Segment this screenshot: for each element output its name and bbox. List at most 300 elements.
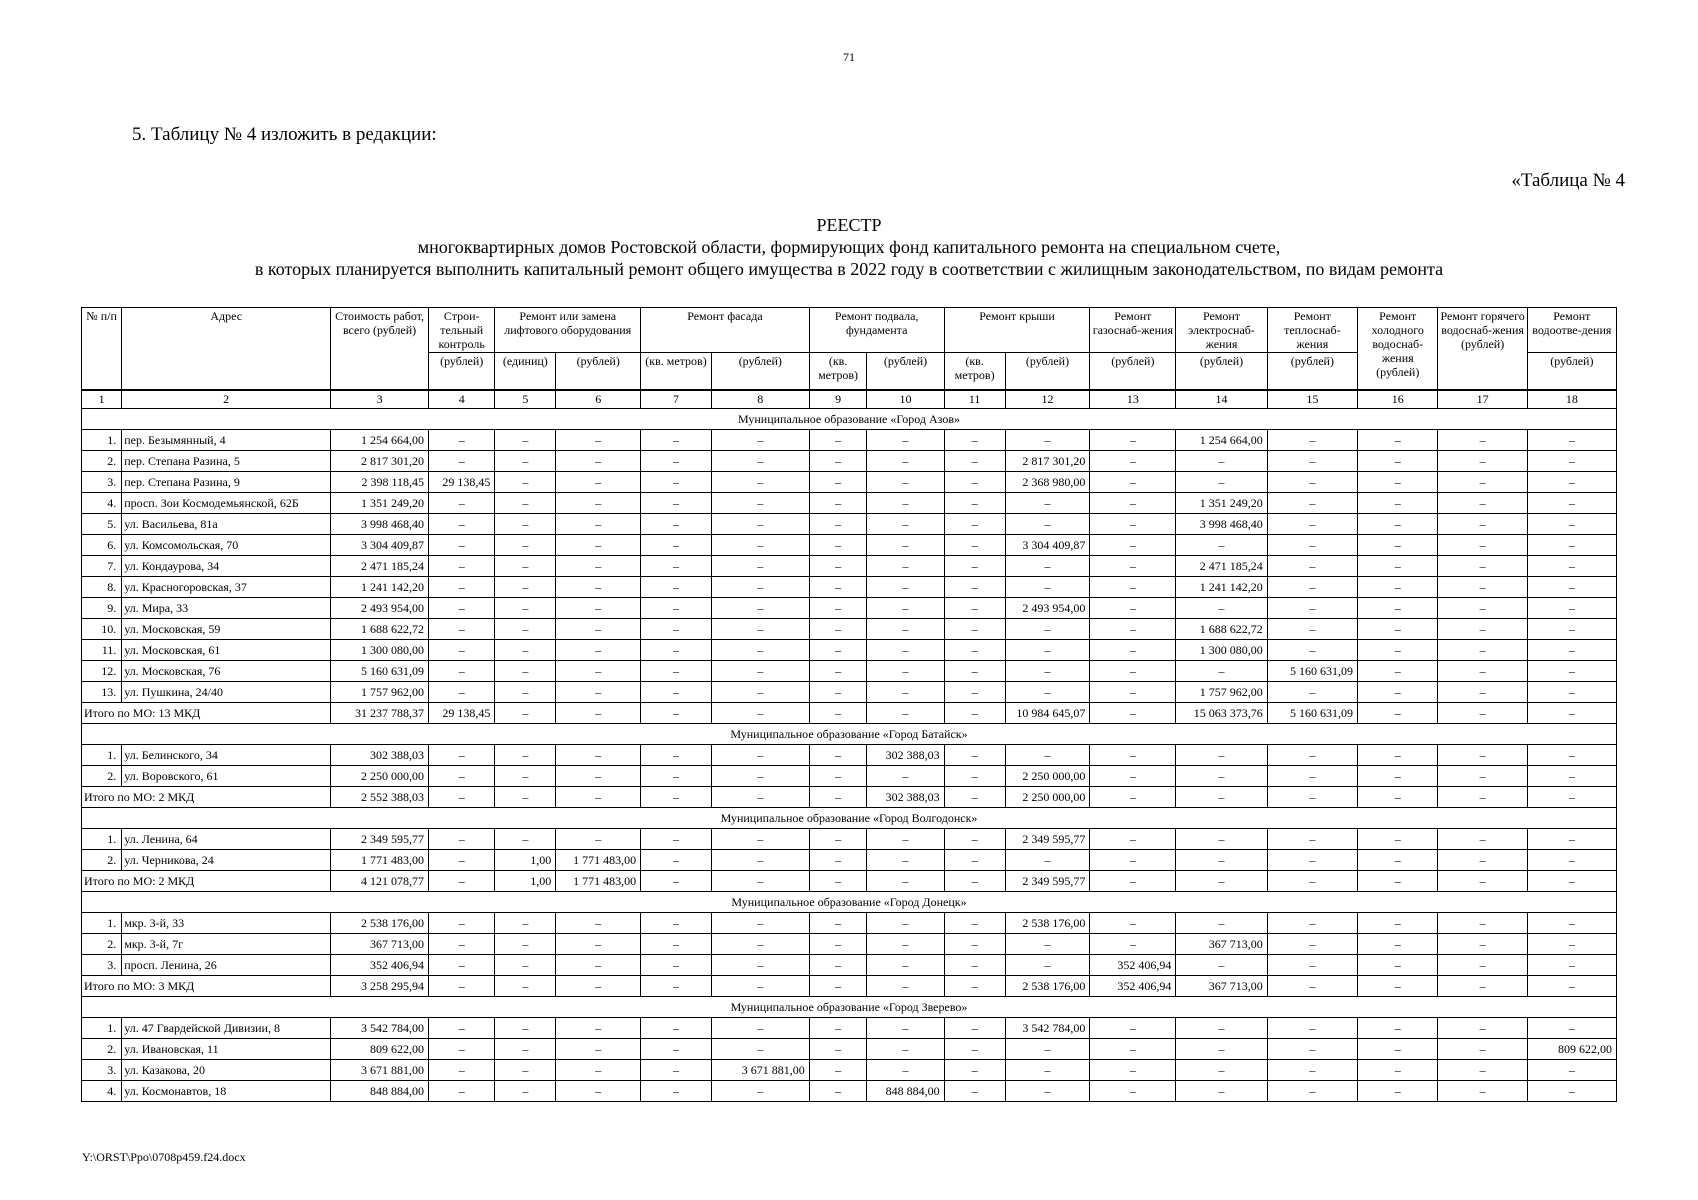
table-cell: 1. <box>82 913 122 934</box>
table-cell: – <box>1438 766 1527 787</box>
table-cell: – <box>495 934 556 955</box>
table-cell: – <box>641 472 712 493</box>
column-number: 14 <box>1176 390 1267 409</box>
table-cell: – <box>429 514 495 535</box>
total-cell: – <box>809 703 867 724</box>
address-cell: мкр. 3-й, 7г <box>122 934 331 955</box>
table-cell: – <box>1005 556 1090 577</box>
table-cell: – <box>867 1018 944 1039</box>
table-cell: – <box>1267 913 1357 934</box>
table-cell: – <box>711 934 809 955</box>
table-reference: «Таблица № 4 <box>1511 170 1625 191</box>
table-cell: – <box>809 430 867 451</box>
header-drain: Ремонт водоотве-дения <box>1527 308 1616 353</box>
table-cell: – <box>711 472 809 493</box>
table-cell: – <box>1357 1039 1438 1060</box>
table-row <box>82 598 1617 619</box>
table-cell: – <box>556 1060 641 1081</box>
table-cell: – <box>711 955 809 976</box>
table-cell: – <box>1438 661 1527 682</box>
table-cell: 9. <box>82 598 122 619</box>
header-lift: Ремонт или замена лифтового оборудования <box>495 308 641 353</box>
table-cell: – <box>1357 1060 1438 1081</box>
table-cell: – <box>867 535 944 556</box>
table-cell: – <box>429 493 495 514</box>
header-num: № п/п <box>82 308 122 391</box>
table-cell: – <box>556 577 641 598</box>
total-cell: 5 160 631,09 <box>1267 703 1357 724</box>
table-cell: 5 160 631,09 <box>331 661 429 682</box>
table-cell: – <box>495 661 556 682</box>
table-cell: – <box>1527 556 1616 577</box>
total-cell: – <box>1527 787 1616 808</box>
table-cell: – <box>495 766 556 787</box>
table-cell: – <box>1005 1039 1090 1060</box>
table-cell: 2. <box>82 850 122 871</box>
table-cell: 1 300 080,00 <box>1176 640 1267 661</box>
total-cell: – <box>1527 976 1616 997</box>
address-cell: ул. Московская, 59 <box>122 619 331 640</box>
table-cell: – <box>944 451 1005 472</box>
table-cell: – <box>429 619 495 640</box>
address-cell: ул. Воровского, 61 <box>122 766 331 787</box>
table-body <box>82 390 1617 1102</box>
table-cell: 352 406,94 <box>1090 955 1176 976</box>
table-cell: – <box>1176 451 1267 472</box>
table-cell: – <box>1357 430 1438 451</box>
total-cell: – <box>711 703 809 724</box>
total-cell: – <box>641 871 712 892</box>
table-cell: – <box>556 1018 641 1039</box>
table-cell: – <box>1267 850 1357 871</box>
table-cell: – <box>1267 745 1357 766</box>
table-cell: – <box>867 619 944 640</box>
address-cell: ул. Московская, 76 <box>122 661 331 682</box>
table-cell: – <box>867 577 944 598</box>
table-cell: – <box>641 556 712 577</box>
table-row <box>82 535 1617 556</box>
section-row <box>82 808 1617 829</box>
table-cell: – <box>1527 1018 1616 1039</box>
total-cell: 10 984 645,07 <box>1005 703 1090 724</box>
table-cell: – <box>867 661 944 682</box>
table-cell: – <box>1357 955 1438 976</box>
table-cell: – <box>809 577 867 598</box>
header-gas: Ремонт газоснаб-жения <box>1090 308 1176 353</box>
table-cell: – <box>1438 577 1527 598</box>
table-cell: 848 884,00 <box>331 1081 429 1102</box>
table-cell: – <box>809 1018 867 1039</box>
table-cell: 809 622,00 <box>1527 1039 1616 1060</box>
table-cell: – <box>1090 913 1176 934</box>
table-cell: 3. <box>82 472 122 493</box>
header-roof-m: (кв. метров) <box>944 353 1005 391</box>
total-cell: 2 538 176,00 <box>1005 976 1090 997</box>
section-title: Муниципальное образование «Город Зверево» <box>82 997 1617 1018</box>
table-cell: – <box>809 934 867 955</box>
table-cell: – <box>1267 598 1357 619</box>
total-cell: – <box>495 703 556 724</box>
table-cell: 13. <box>82 682 122 703</box>
section-row <box>82 724 1617 745</box>
address-cell: ул. Пушкина, 24/40 <box>122 682 331 703</box>
table-cell: – <box>1176 1018 1267 1039</box>
table-cell: – <box>711 1081 809 1102</box>
table-cell: – <box>867 493 944 514</box>
table-cell: – <box>429 1018 495 1039</box>
table-cell: – <box>1005 619 1090 640</box>
page-number: 71 <box>843 50 855 64</box>
total-cell: 1,00 <box>495 871 556 892</box>
table-cell: 302 388,03 <box>331 745 429 766</box>
table-cell: – <box>944 598 1005 619</box>
table-cell: 352 406,94 <box>331 955 429 976</box>
total-cell: – <box>711 787 809 808</box>
total-cell: – <box>1438 871 1527 892</box>
table-cell: – <box>944 535 1005 556</box>
table-cell: – <box>1438 514 1527 535</box>
total-cell: – <box>944 787 1005 808</box>
table-cell: – <box>1176 1081 1267 1102</box>
heading-line-1: РЕЕСТР <box>816 215 882 235</box>
table-cell: – <box>495 619 556 640</box>
table-cell: 1 688 622,72 <box>331 619 429 640</box>
table-cell: – <box>556 535 641 556</box>
total-cell: – <box>1090 871 1176 892</box>
table-cell: – <box>495 577 556 598</box>
table-cell: – <box>1527 598 1616 619</box>
table-row <box>82 829 1617 850</box>
column-number: 11 <box>944 390 1005 409</box>
table-cell: 2 471 185,24 <box>1176 556 1267 577</box>
table-cell: – <box>809 766 867 787</box>
table-cell: – <box>556 934 641 955</box>
table-cell: – <box>641 535 712 556</box>
address-cell: пер. Степана Разина, 5 <box>122 451 331 472</box>
total-cell: 3 258 295,94 <box>331 976 429 997</box>
table-row <box>82 640 1617 661</box>
table-cell: 2 349 595,77 <box>331 829 429 850</box>
table-cell: – <box>1005 955 1090 976</box>
table-cell: – <box>641 913 712 934</box>
table-row <box>82 934 1617 955</box>
header-roof-rub: (рублей) <box>1005 353 1090 391</box>
table-cell: – <box>429 577 495 598</box>
table-cell: 4. <box>82 1081 122 1102</box>
table-cell: – <box>1090 1039 1176 1060</box>
total-cell: – <box>809 871 867 892</box>
total-cell: – <box>429 787 495 808</box>
table-cell: – <box>944 745 1005 766</box>
table-cell: – <box>867 451 944 472</box>
table-cell: – <box>556 493 641 514</box>
column-number: 12 <box>1005 390 1090 409</box>
total-cell: 29 138,45 <box>429 703 495 724</box>
table-cell: – <box>1090 1081 1176 1102</box>
table-cell: – <box>1005 577 1090 598</box>
table-cell: – <box>1090 1018 1176 1039</box>
table-row <box>82 850 1617 871</box>
address-cell: пер. Безымянный, 4 <box>122 430 331 451</box>
table-cell: – <box>495 1060 556 1081</box>
table-cell: 2 493 954,00 <box>1005 598 1090 619</box>
table-cell: – <box>641 1060 712 1081</box>
table-cell: – <box>944 472 1005 493</box>
table-cell: – <box>495 1081 556 1102</box>
table-cell: – <box>867 556 944 577</box>
table-cell: 8. <box>82 577 122 598</box>
table-cell: 2 471 185,24 <box>331 556 429 577</box>
table-cell: – <box>867 850 944 871</box>
table-cell: 848 884,00 <box>867 1081 944 1102</box>
table-cell: 2 250 000,00 <box>331 766 429 787</box>
table-cell: – <box>429 682 495 703</box>
table-cell: – <box>556 640 641 661</box>
header-basement-m: (кв. метров) <box>809 353 867 391</box>
header-basement-rub: (рублей) <box>867 353 944 391</box>
table-cell: – <box>1005 661 1090 682</box>
table-cell: – <box>1005 640 1090 661</box>
heading-line-3: в которых планируется выполнить капитальный ремонт общего имущества в 2022 году в соответствии с жилищным законодательством, по видам ремонта <box>254 259 1444 279</box>
table-cell: – <box>641 451 712 472</box>
table-cell: – <box>1267 955 1357 976</box>
total-cell: 352 406,94 <box>1090 976 1176 997</box>
column-numbers-row <box>82 390 1617 409</box>
table-cell: – <box>711 493 809 514</box>
table-cell: 12. <box>82 661 122 682</box>
address-cell: ул. Комсомольская, 70 <box>122 535 331 556</box>
address-cell: ул. Космонавтов, 18 <box>122 1081 331 1102</box>
table-cell: – <box>495 955 556 976</box>
table-cell: – <box>1357 829 1438 850</box>
table-cell: – <box>944 1081 1005 1102</box>
table-cell: – <box>1438 745 1527 766</box>
table-row <box>82 430 1617 451</box>
table-cell: – <box>711 514 809 535</box>
table-cell: – <box>641 619 712 640</box>
table-cell: – <box>556 619 641 640</box>
table-row <box>82 556 1617 577</box>
table-cell: 3 998 468,40 <box>1176 514 1267 535</box>
table-cell: – <box>1357 934 1438 955</box>
table-cell: – <box>1090 556 1176 577</box>
total-row <box>82 703 1617 724</box>
table-cell: – <box>1527 850 1616 871</box>
table-cell: 3 671 881,00 <box>711 1060 809 1081</box>
table-cell: 1 757 962,00 <box>331 682 429 703</box>
total-cell: 1 771 483,00 <box>556 871 641 892</box>
table-cell: – <box>1527 682 1616 703</box>
table-cell: – <box>495 640 556 661</box>
total-cell: – <box>429 871 495 892</box>
table-cell: – <box>809 472 867 493</box>
table-cell: 2 250 000,00 <box>1005 766 1090 787</box>
table-cell: – <box>1527 829 1616 850</box>
table-cell: – <box>1438 430 1527 451</box>
table-cell: 1,00 <box>495 850 556 871</box>
table-cell: – <box>944 913 1005 934</box>
table-cell: 1 254 664,00 <box>1176 430 1267 451</box>
column-number: 9 <box>809 390 867 409</box>
table-cell: – <box>495 451 556 472</box>
table-cell: – <box>867 472 944 493</box>
address-cell: ул. Васильева, 81а <box>122 514 331 535</box>
table-row <box>82 1039 1617 1060</box>
table-cell: – <box>1267 934 1357 955</box>
table-cell: – <box>1357 451 1438 472</box>
total-cell: – <box>1357 976 1438 997</box>
table-cell: – <box>1090 640 1176 661</box>
table-cell: 11. <box>82 640 122 661</box>
table-cell: – <box>429 955 495 976</box>
table-cell: – <box>809 619 867 640</box>
table-cell: 2 398 118,45 <box>331 472 429 493</box>
table-cell: 1 688 622,72 <box>1176 619 1267 640</box>
total-cell: – <box>1357 871 1438 892</box>
table-cell: – <box>711 556 809 577</box>
total-cell: – <box>944 703 1005 724</box>
table-cell: – <box>429 661 495 682</box>
section-title: Муниципальное образование «Город Батайск» <box>82 724 1617 745</box>
table-cell: – <box>429 556 495 577</box>
table-cell: 5 160 631,09 <box>1267 661 1357 682</box>
table-cell: – <box>1176 598 1267 619</box>
table-cell: – <box>1090 766 1176 787</box>
table-cell: 6. <box>82 535 122 556</box>
table-cell: 2 349 595,77 <box>1005 829 1090 850</box>
header-hot: Ремонт горячего водоснаб-жения (рублей) <box>1438 308 1527 391</box>
table-cell: – <box>495 514 556 535</box>
table-cell: – <box>429 430 495 451</box>
table-cell: – <box>1090 934 1176 955</box>
table-cell: 1 351 249,20 <box>331 493 429 514</box>
table-cell: – <box>711 661 809 682</box>
table-cell: – <box>1005 850 1090 871</box>
table-cell: – <box>809 535 867 556</box>
table-cell: – <box>944 955 1005 976</box>
table-cell: – <box>429 1039 495 1060</box>
table-cell: – <box>809 682 867 703</box>
table-cell: 2 368 980,00 <box>1005 472 1090 493</box>
table-cell: – <box>809 1060 867 1081</box>
table-cell: – <box>495 1039 556 1060</box>
table-cell: – <box>944 682 1005 703</box>
table-cell: – <box>1267 472 1357 493</box>
table-cell: – <box>1005 1060 1090 1081</box>
table-cell: – <box>1527 955 1616 976</box>
address-cell: ул. Черникова, 24 <box>122 850 331 871</box>
table-cell: – <box>1357 682 1438 703</box>
table-cell: 367 713,00 <box>1176 934 1267 955</box>
table-cell: 302 388,03 <box>867 745 944 766</box>
table-cell: 2 817 301,20 <box>331 451 429 472</box>
table-cell: – <box>944 1060 1005 1081</box>
table-cell: – <box>1090 661 1176 682</box>
table-cell: – <box>944 829 1005 850</box>
table-cell: – <box>1357 514 1438 535</box>
table-row <box>82 913 1617 934</box>
table-cell: – <box>867 1039 944 1060</box>
table-row <box>82 1081 1617 1102</box>
table-cell: – <box>867 598 944 619</box>
total-cell: – <box>1267 976 1357 997</box>
table-cell: – <box>867 766 944 787</box>
total-cell: – <box>641 703 712 724</box>
total-cell: – <box>867 703 944 724</box>
table-cell: 1. <box>82 829 122 850</box>
header-heat-unit: (рублей) <box>1267 353 1357 391</box>
table-cell: – <box>1176 472 1267 493</box>
table-cell: – <box>1357 640 1438 661</box>
section-title: Муниципальное образование «Город Донецк» <box>82 892 1617 913</box>
table-cell: – <box>1005 1081 1090 1102</box>
table-cell: – <box>711 598 809 619</box>
table-cell: – <box>641 682 712 703</box>
table-cell: 5. <box>82 514 122 535</box>
total-cell: – <box>1176 787 1267 808</box>
table-cell: – <box>711 829 809 850</box>
table-cell: – <box>1090 598 1176 619</box>
table-cell: – <box>1005 745 1090 766</box>
table-cell: – <box>429 850 495 871</box>
table-cell: – <box>556 1081 641 1102</box>
table-cell: – <box>944 430 1005 451</box>
table-cell: – <box>556 598 641 619</box>
total-cell: 2 349 595,77 <box>1005 871 1090 892</box>
table-cell: – <box>1438 934 1527 955</box>
header-lift-units: (единиц) <box>495 353 556 391</box>
table-cell: – <box>1090 850 1176 871</box>
table-cell: – <box>1267 640 1357 661</box>
table-cell: – <box>809 1039 867 1060</box>
table-cell: – <box>1267 514 1357 535</box>
table-cell: – <box>1176 913 1267 934</box>
header-cost: Стоимость работ, всего (рублей) <box>331 308 429 391</box>
header-heat: Ремонт теплоснаб-жения <box>1267 308 1357 353</box>
table-cell: – <box>711 619 809 640</box>
table-cell: – <box>429 913 495 934</box>
table-cell: – <box>1267 1060 1357 1081</box>
table-cell: – <box>1527 766 1616 787</box>
table-cell: – <box>495 430 556 451</box>
table-cell: – <box>1438 451 1527 472</box>
table-cell: – <box>556 745 641 766</box>
total-cell: – <box>944 976 1005 997</box>
total-row <box>82 871 1617 892</box>
total-cell: – <box>1176 871 1267 892</box>
table-cell: – <box>641 1039 712 1060</box>
header-cold: Ремонт холодного водоснаб-жения (рублей) <box>1357 308 1438 391</box>
table-cell: 809 622,00 <box>331 1039 429 1060</box>
table-cell: – <box>809 556 867 577</box>
table-cell: – <box>1527 934 1616 955</box>
table-row <box>82 682 1617 703</box>
column-number: 16 <box>1357 390 1438 409</box>
table-cell: – <box>1267 556 1357 577</box>
table-cell: – <box>641 829 712 850</box>
table-cell: – <box>1527 493 1616 514</box>
address-cell: ул. 47 Гвардейской Дивизии, 8 <box>122 1018 331 1039</box>
total-cell: 2 552 388,03 <box>331 787 429 808</box>
table-cell: – <box>944 514 1005 535</box>
header-facade-rub: (рублей) <box>711 353 809 391</box>
table-cell: – <box>1438 829 1527 850</box>
table-row <box>82 745 1617 766</box>
table-cell: – <box>641 661 712 682</box>
total-cell: – <box>1267 871 1357 892</box>
address-cell: ул. Ивановская, 11 <box>122 1039 331 1060</box>
table-cell: – <box>711 1039 809 1060</box>
